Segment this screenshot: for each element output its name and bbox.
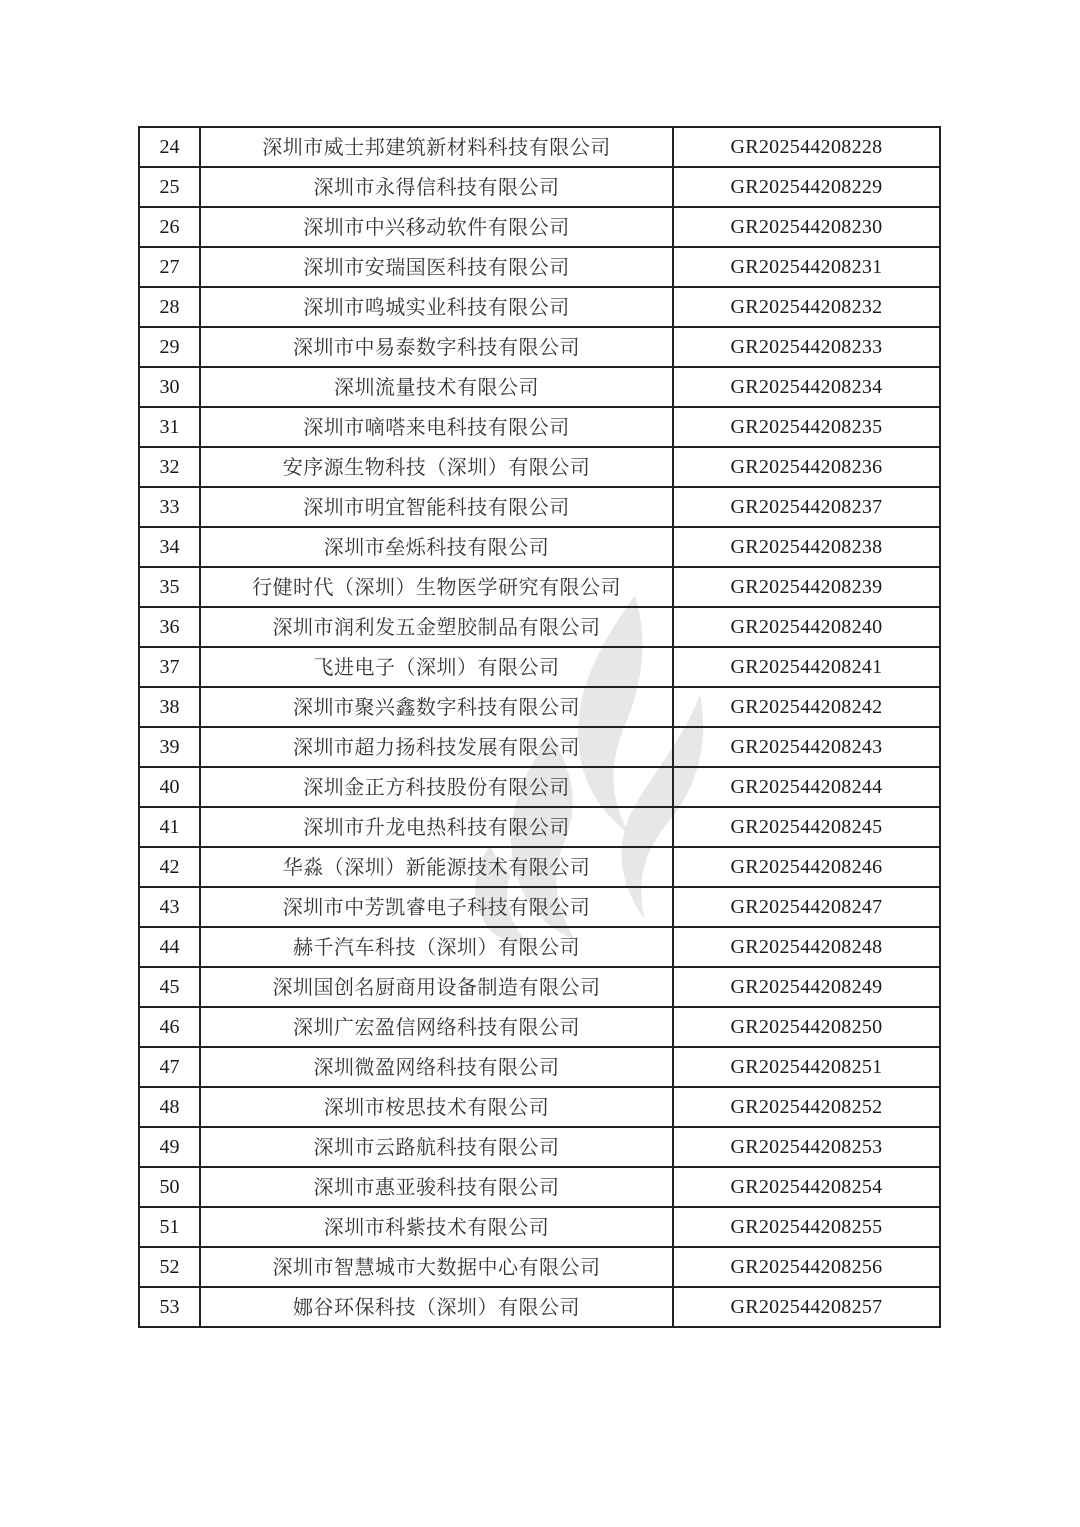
company-name: 深圳市嘀嗒来电科技有限公司: [200, 407, 673, 447]
certificate-number: GR202544208245: [673, 807, 940, 847]
certificate-number: GR202544208253: [673, 1127, 940, 1167]
table-row: [139, 447, 940, 487]
certificate-number: GR202544208244: [673, 767, 940, 807]
company-name: 深圳市超力扬科技发展有限公司: [200, 727, 673, 767]
row-index: 32: [139, 447, 200, 487]
certificate-number: GR202544208237: [673, 487, 940, 527]
table-row: [139, 607, 940, 647]
row-index: 35: [139, 567, 200, 607]
table-row: [139, 1087, 940, 1127]
table-row: [139, 287, 940, 327]
company-name: 深圳市科紫技术有限公司: [200, 1207, 673, 1247]
certificate-number: GR202544208241: [673, 647, 940, 687]
certificate-number: GR202544208255: [673, 1207, 940, 1247]
table-row: [139, 1127, 940, 1167]
row-index: 37: [139, 647, 200, 687]
enterprise-list-table: [138, 126, 941, 1328]
table-row: [139, 327, 940, 367]
certificate-number: GR202544208239: [673, 567, 940, 607]
certificate-number: GR202544208249: [673, 967, 940, 1007]
company-name: 深圳市智慧城市大数据中心有限公司: [200, 1247, 673, 1287]
company-name: 深圳市中易泰数字科技有限公司: [200, 327, 673, 367]
company-name: 深圳金正方科技股份有限公司: [200, 767, 673, 807]
table-row: [139, 207, 940, 247]
certificate-number: GR202544208256: [673, 1247, 940, 1287]
table-row: [139, 887, 940, 927]
company-name: 深圳市中芳凯睿电子科技有限公司: [200, 887, 673, 927]
certificate-number: GR202544208243: [673, 727, 940, 767]
company-name: 深圳市聚兴鑫数字科技有限公司: [200, 687, 673, 727]
company-name: 赫千汽车科技（深圳）有限公司: [200, 927, 673, 967]
row-index: 29: [139, 327, 200, 367]
table-row: [139, 647, 940, 687]
company-name: 深圳流量技术有限公司: [200, 367, 673, 407]
row-index: 47: [139, 1047, 200, 1087]
table-row: [139, 247, 940, 287]
certificate-number: GR202544208231: [673, 247, 940, 287]
certificate-number: GR202544208246: [673, 847, 940, 887]
row-index: 48: [139, 1087, 200, 1127]
certificate-number: GR202544208240: [673, 607, 940, 647]
table-row: [139, 1287, 940, 1327]
table-row: [139, 487, 940, 527]
company-name: 深圳广宏盈信网络科技有限公司: [200, 1007, 673, 1047]
table-row: [139, 687, 940, 727]
certificate-number: GR202544208251: [673, 1047, 940, 1087]
row-index: 49: [139, 1127, 200, 1167]
company-name: 深圳市威士邦建筑新材料科技有限公司: [200, 127, 673, 167]
company-name: 深圳市鸣城实业科技有限公司: [200, 287, 673, 327]
row-index: 43: [139, 887, 200, 927]
company-name: 深圳市中兴移动软件有限公司: [200, 207, 673, 247]
certificate-number: GR202544208229: [673, 167, 940, 207]
row-index: 52: [139, 1247, 200, 1287]
company-name: 华淼（深圳）新能源技术有限公司: [200, 847, 673, 887]
certificate-number: GR202544208232: [673, 287, 940, 327]
table-row: [139, 847, 940, 887]
table-row: [139, 367, 940, 407]
table-row: [139, 727, 940, 767]
company-name: 深圳国创名厨商用设备制造有限公司: [200, 967, 673, 1007]
company-name: 行健时代（深圳）生物医学研究有限公司: [200, 567, 673, 607]
table-row: [139, 1047, 940, 1087]
certificate-number: GR202544208236: [673, 447, 940, 487]
row-index: 42: [139, 847, 200, 887]
certificate-number: GR202544208257: [673, 1287, 940, 1327]
row-index: 38: [139, 687, 200, 727]
company-name: 深圳市桉思技术有限公司: [200, 1087, 673, 1127]
table-row: [139, 567, 940, 607]
table-row: [139, 1247, 940, 1287]
certificate-number: GR202544208228: [673, 127, 940, 167]
certificate-number: GR202544208252: [673, 1087, 940, 1127]
company-name: 深圳微盈网络科技有限公司: [200, 1047, 673, 1087]
row-index: 30: [139, 367, 200, 407]
table-row: [139, 967, 940, 1007]
certificate-number: GR202544208238: [673, 527, 940, 567]
row-index: 34: [139, 527, 200, 567]
row-index: 53: [139, 1287, 200, 1327]
certificate-number: GR202544208250: [673, 1007, 940, 1047]
row-index: 24: [139, 127, 200, 167]
company-name: 深圳市云路航科技有限公司: [200, 1127, 673, 1167]
company-name: 安序源生物科技（深圳）有限公司: [200, 447, 673, 487]
row-index: 27: [139, 247, 200, 287]
certificate-number: GR202544208254: [673, 1167, 940, 1207]
company-name: 深圳市升龙电热科技有限公司: [200, 807, 673, 847]
table-body: [139, 127, 940, 1327]
certificate-number: GR202544208235: [673, 407, 940, 447]
certificate-number: GR202544208230: [673, 207, 940, 247]
table-row: [139, 527, 940, 567]
table-row: [139, 127, 940, 167]
row-index: 51: [139, 1207, 200, 1247]
certificate-number: GR202544208233: [673, 327, 940, 367]
row-index: 50: [139, 1167, 200, 1207]
table-row: [139, 407, 940, 447]
row-index: 28: [139, 287, 200, 327]
company-name: 娜谷环保科技（深圳）有限公司: [200, 1287, 673, 1327]
table-row: [139, 1007, 940, 1047]
row-index: 39: [139, 727, 200, 767]
company-name: 飞进电子（深圳）有限公司: [200, 647, 673, 687]
table-row: [139, 807, 940, 847]
row-index: 26: [139, 207, 200, 247]
row-index: 31: [139, 407, 200, 447]
row-index: 40: [139, 767, 200, 807]
company-name: 深圳市垒烁科技有限公司: [200, 527, 673, 567]
company-name: 深圳市永得信科技有限公司: [200, 167, 673, 207]
table-row: [139, 167, 940, 207]
row-index: 25: [139, 167, 200, 207]
row-index: 44: [139, 927, 200, 967]
company-name: 深圳市明宜智能科技有限公司: [200, 487, 673, 527]
table-row: [139, 927, 940, 967]
table-row: [139, 1167, 940, 1207]
row-index: 41: [139, 807, 200, 847]
row-index: 33: [139, 487, 200, 527]
certificate-number: GR202544208242: [673, 687, 940, 727]
certificate-number: GR202544208248: [673, 927, 940, 967]
row-index: 36: [139, 607, 200, 647]
company-name: 深圳市惠亚骏科技有限公司: [200, 1167, 673, 1207]
certificate-number: GR202544208247: [673, 887, 940, 927]
row-index: 45: [139, 967, 200, 1007]
table-row: [139, 767, 940, 807]
certificate-number: GR202544208234: [673, 367, 940, 407]
company-name: 深圳市安瑞国医科技有限公司: [200, 247, 673, 287]
table-row: [139, 1207, 940, 1247]
row-index: 46: [139, 1007, 200, 1047]
company-name: 深圳市润利发五金塑胶制品有限公司: [200, 607, 673, 647]
